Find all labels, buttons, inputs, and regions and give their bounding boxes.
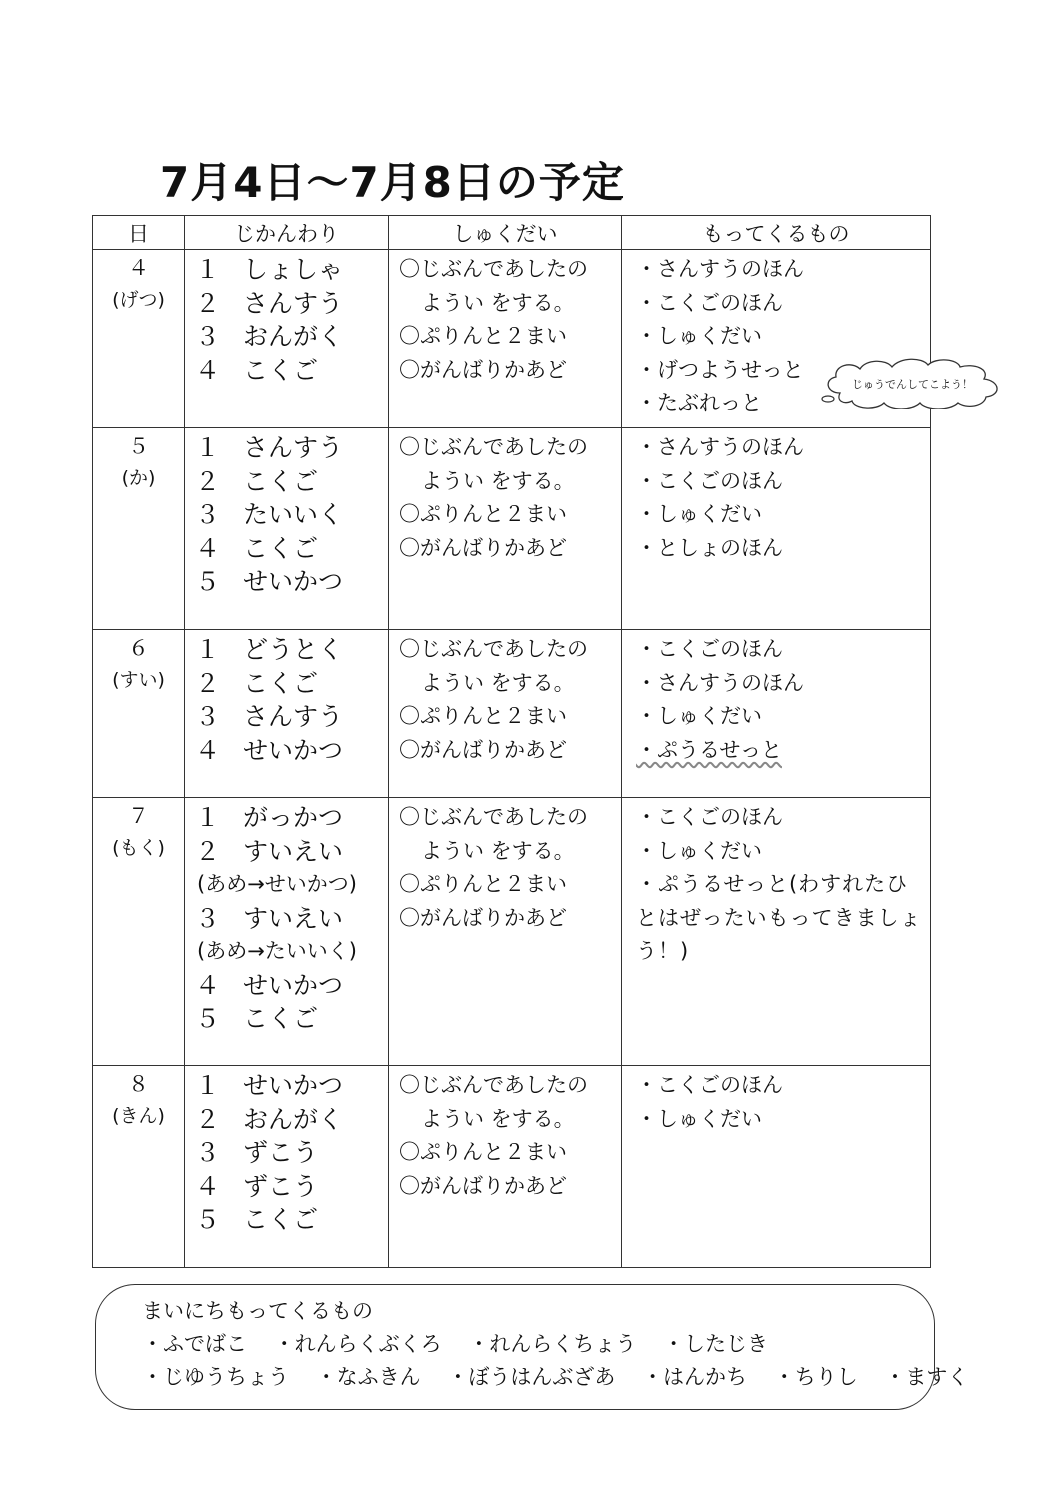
day-row [93,428,931,630]
day-weekday: (げつ) [112,289,165,311]
bring-item: ・たぶれっと [636,391,762,415]
day-row [93,250,931,428]
period-subject: こくご [243,668,319,698]
period-subject: こくご [243,1205,319,1234]
items-list [622,630,930,767]
bring-item: ・しゅくだい [636,1106,762,1131]
period-number: ５ [195,1004,221,1033]
bring-item: ・こくごのほん [636,637,783,661]
period-number: １ [195,803,221,832]
period-number: ３ [195,903,221,933]
period-subject: こくご [243,533,319,563]
period-item [195,734,388,768]
period-number: ５ [195,1205,221,1234]
period-item [195,1203,388,1237]
daily-item: ・ふでばこ [142,1332,247,1356]
period-subject: しょしゃ [243,255,344,284]
period-item [195,320,388,354]
period-number: １ [195,1071,221,1100]
items-cell [622,798,931,1066]
daily-items-title: まいにちもってくるもの [142,1299,373,1323]
timetable-cell [185,250,389,428]
period-item [195,354,388,388]
period-subject: さんすう [243,288,344,318]
bring-item: ・しゅくだい [636,324,762,348]
homework-list [389,1066,621,1203]
day-cell [93,428,185,630]
day-cell [93,1066,185,1268]
day-row [93,1066,931,1268]
period-subject: すいえい [243,836,344,866]
homework-list [389,250,621,387]
bring-item: ・さんすうのほん [636,670,804,695]
period-number: ２ [195,288,221,318]
daily-item: ・ぼうはんぶざあ [447,1365,616,1389]
period-subject: こくご [243,355,319,385]
homework-item: ようい をする。 [421,838,575,863]
period-item [195,969,388,1003]
day-cell [93,250,185,428]
period-list [185,250,388,387]
period-number: １ [195,433,221,462]
bring-item: ・しゅくだい [636,502,762,526]
daily-item: ・ますく [884,1365,969,1389]
period-number: ２ [195,668,221,698]
homework-item: 〇がんばりかあど [399,357,567,382]
daily-items-row2 [142,1361,988,1391]
header-homework: しゅくだい [389,216,622,250]
period-item [195,835,388,869]
homework-cell [389,630,622,798]
day-number: ５ [128,434,149,458]
period-item [195,1136,388,1170]
period-item [195,633,388,667]
period-item [195,1069,388,1103]
homework-cell [389,1066,622,1268]
period-subject: さんすう [243,702,344,731]
day-cell [93,630,185,798]
items-cell [622,428,931,630]
period-number: ２ [195,466,221,496]
schedule-table [92,215,931,1268]
homework-item: 〇ぷりんと２まい [399,324,567,348]
header-day: 日 [93,216,185,250]
day-number: ６ [128,636,149,660]
page-title: 7月4日～7月8日の予定 [160,158,625,207]
homework-item: 〇がんばりかあど [399,905,567,930]
period-number: ４ [195,533,221,563]
period-subject: ずこう [243,1171,319,1201]
bring-item: ・しゅくだい [636,704,762,728]
items-cell [622,630,931,798]
bring-item: ・こくごのほん [636,1073,783,1097]
period-subject: せいかつ [243,970,344,1000]
day-number: ８ [128,1072,149,1096]
bubble-text: じゅうでんしてこよう！ [852,378,973,391]
period-note: (あめ→せいかつ) [197,872,357,896]
homework-item: ようい をする。 [421,290,575,315]
period-number: ４ [195,735,221,765]
period-subject: さんすう [243,433,344,462]
daily-items-box [95,1284,969,1410]
period-subject: せいかつ [243,567,344,596]
daily-item: ・したじき [663,1332,769,1356]
day-number: ４ [128,256,149,280]
homework-item: 〇がんばりかあど [399,535,567,560]
period-number: ２ [195,1104,221,1134]
daily-item: ・れんらくぶくろ [273,1332,442,1356]
period-item [195,801,388,835]
day-row [93,630,931,798]
timetable-cell [185,798,389,1066]
period-subject: こくご [243,466,319,496]
homework-item: 〇じぶんであしたの [399,637,588,661]
period-number: ５ [195,567,221,596]
period-subject: たいいく [243,500,344,529]
timetable-cell [185,1066,389,1268]
bring-item: ・こくごのほん [636,468,783,493]
period-number: ３ [195,322,221,351]
period-list [185,1066,388,1237]
day-weekday: (きん) [112,1105,165,1127]
bring-item: ・さんすうのほん [636,435,804,459]
items-list [622,798,930,969]
homework-item: 〇じぶんであしたの [399,1073,588,1097]
period-number: ２ [195,836,221,866]
bring-item: ・さんすうのほん [636,257,804,281]
period-item [195,431,388,465]
daily-item: ・なふきん [315,1365,421,1389]
period-subject: せいかつ [243,1071,344,1100]
day-row [93,798,931,1066]
homework-item: 〇ぷりんと２まい [399,872,567,896]
period-list [185,428,388,599]
homework-cell [389,250,622,428]
bring-item: ・こくごのほん [636,805,783,829]
header-row [93,216,931,250]
timetable-cell [185,428,389,630]
period-subject: どうとく [243,635,344,664]
items-list [622,1066,930,1136]
homework-cell [389,798,622,1066]
period-subject: おんがく [243,1104,344,1134]
homework-item: 〇がんばりかあど [399,1173,567,1198]
period-number: ３ [195,702,221,731]
period-item [195,1002,388,1036]
period-item [195,1103,388,1137]
period-subject: がっかつ [243,803,344,832]
day-weekday: (か) [121,467,156,489]
period-list [185,798,388,1036]
homework-list [389,630,621,767]
period-number: ３ [195,1138,221,1167]
period-subject: おんがく [243,322,344,351]
bring-item: ・ぷうるせっと(わすれたひとはぜったいもってきましょう！) [636,872,922,963]
period-item [195,700,388,734]
homework-list [389,428,621,565]
daily-items-row1 [142,1328,788,1358]
period-item [195,1170,388,1204]
day-weekday: (すい) [112,669,165,691]
period-subject: せいかつ [243,735,344,765]
period-number: ４ [195,1171,221,1201]
daily-item: ・はんかち [642,1365,748,1389]
period-item [195,667,388,701]
items-cell [622,1066,931,1268]
items-list [622,428,930,565]
period-item [195,565,388,599]
homework-item: 〇ぷりんと２まい [399,704,567,728]
homework-item: 〇ぷりんと２まい [399,1140,567,1164]
bring-item: ・としょのほん [636,535,783,560]
homework-item: ようい をする。 [421,468,575,493]
bring-item: ・こくごのほん [636,290,783,315]
homework-item: ようい をする。 [421,1106,575,1131]
daily-item: ・れんらくちょう [468,1332,637,1356]
period-number: ３ [195,500,221,529]
period-item [195,902,388,936]
bring-item: ・げつようせっと [636,357,804,382]
day-cell [93,798,185,1066]
period-number: １ [195,635,221,664]
daily-item: ・じゆうちょう [142,1365,289,1389]
thought-bubble [818,357,1002,409]
homework-item: 〇じぶんであしたの [399,257,588,281]
period-subject: すいえい [243,903,344,933]
period-number: ４ [195,970,221,1000]
period-item [195,532,388,566]
header-timetable: じかんわり [185,216,389,250]
homework-item: 〇じぶんであしたの [399,805,588,829]
homework-item: ようい をする。 [421,670,575,695]
period-item [195,498,388,532]
homework-item: 〇ぷりんと２まい [399,502,567,526]
period-subject: ずこう [243,1138,319,1167]
period-number: ４ [195,355,221,385]
period-list [185,630,388,767]
day-number: ７ [128,804,149,828]
homework-item: 〇じぶんであしたの [399,435,588,459]
period-number: １ [195,255,221,284]
daily-item: ・ちりし [773,1365,858,1389]
homework-cell [389,428,622,630]
period-subject: こくご [243,1004,319,1033]
period-item [195,287,388,321]
day-weekday: (もく) [112,837,165,859]
period-note: (あめ→たいいく) [197,939,357,963]
homework-list [389,798,621,935]
header-items: もってくるもの [622,216,931,250]
homework-item: 〇がんばりかあど [399,737,567,762]
bring-item: ・ぷうるせっと [636,737,782,762]
period-item [195,253,388,287]
timetable-cell [185,630,389,798]
period-item [195,465,388,499]
bring-item: ・しゅくだい [636,838,762,863]
